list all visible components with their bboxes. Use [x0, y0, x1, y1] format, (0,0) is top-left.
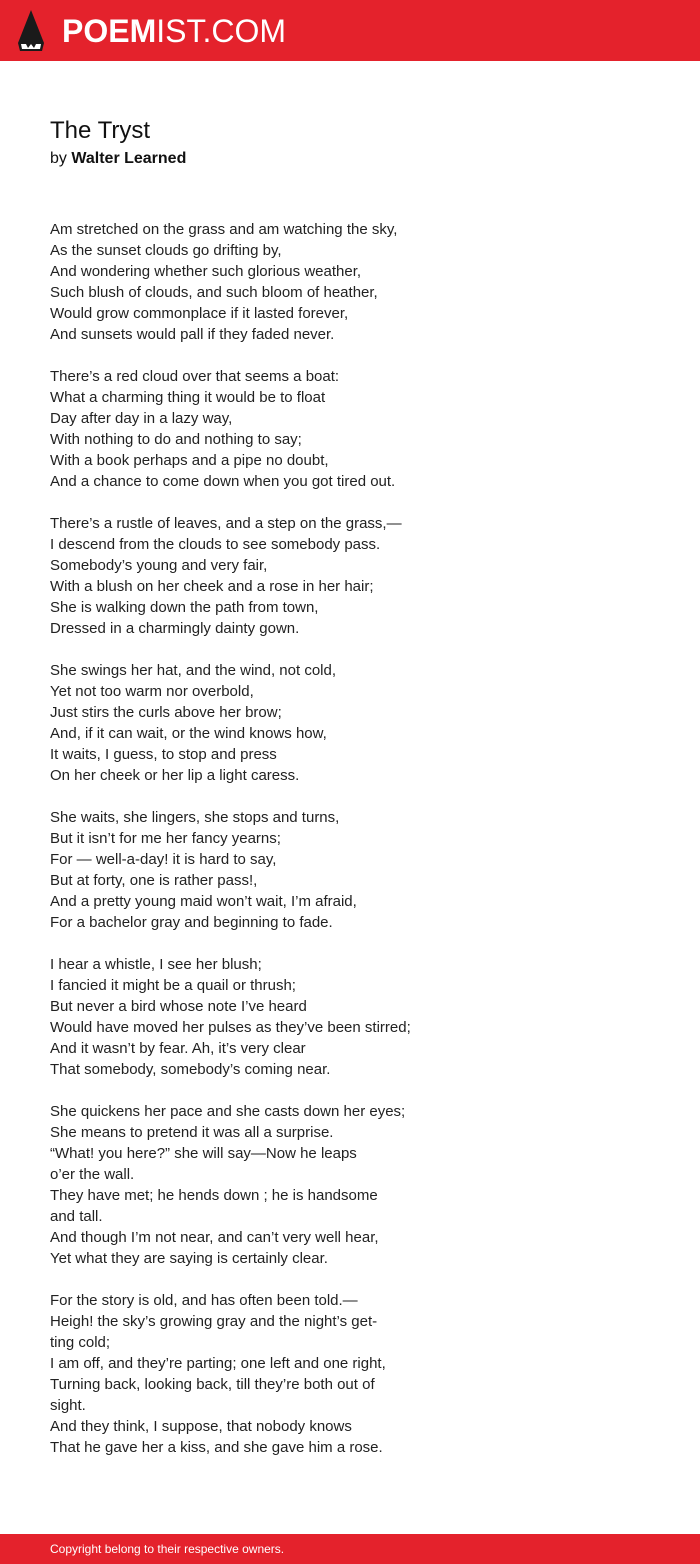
poem-line: And, if it can wait, or the wind knows how, — [50, 725, 327, 742]
poem-line: And though I’m not near, and can’t very well hear, — [50, 1229, 379, 1246]
site-logo-text[interactable] — [62, 12, 286, 50]
poem-line: ting cold; — [50, 1334, 111, 1351]
poem-line: That somebody, somebody’s coming near. — [50, 1061, 331, 1078]
stanza — [50, 954, 650, 1080]
byline — [50, 149, 186, 169]
stanza — [50, 366, 650, 492]
stanza — [50, 1290, 650, 1458]
poem-line: Such blush of clouds, and such bloom of heather, — [50, 284, 378, 301]
poem-line: Dressed in a charmingly dainty gown. — [50, 620, 300, 637]
poem-line: I hear a whistle, I see her blush; — [50, 956, 262, 973]
poem-line: They have met; he hends down ; he is handsome — [50, 1187, 378, 1204]
poem-line: I am off, and they’re parting; one left and one right, — [50, 1355, 386, 1372]
poem-line: And sunsets would pall if they faded never. — [50, 326, 335, 343]
poem-line: sight. — [50, 1397, 86, 1414]
poem-line: Day after day in a lazy way, — [50, 410, 233, 427]
poem-body — [50, 219, 650, 1479]
poem-line: Just stirs the curls above her brow; — [50, 704, 282, 721]
poem-line: And wondering whether such glorious weather, — [50, 263, 362, 280]
poem-line: There’s a rustle of leaves, and a step on the grass,— — [50, 515, 402, 532]
poem-line: Yet not too warm nor overbold, — [50, 683, 254, 700]
poem-line: With a book perhaps and a pipe no doubt, — [50, 452, 329, 469]
brand-light: IST.COM — [156, 13, 287, 49]
stanza — [50, 513, 650, 639]
poem-line: That he gave her a kiss, and she gave him a rose. — [50, 1439, 383, 1456]
poem-line: It waits, I guess, to stop and press — [50, 746, 277, 763]
poem-line: Would grow commonplace if it lasted forever, — [50, 305, 349, 322]
poem-line: o’er the wall. — [50, 1166, 135, 1183]
poem-line: She quickens her pace and she casts down her eyes; — [50, 1103, 406, 1120]
poem-line: On her cheek or her lip a light caress. — [50, 767, 300, 784]
poem-line: And they think, I suppose, that nobody knows — [50, 1418, 352, 1435]
site-footer — [0, 1534, 700, 1564]
poem-line: Yet what they are saying is certainly clear. — [50, 1250, 328, 1267]
poem-line: For the story is old, and has often been told.— — [50, 1292, 358, 1309]
stanza — [50, 219, 650, 345]
poem-line: As the sunset clouds go drifting by, — [50, 242, 282, 259]
poem-line: With a blush on her cheek and a rose in her hair; — [50, 578, 374, 595]
copyright-text: Copyright belong to their respective owners. — [50, 1542, 285, 1556]
poem-line: She is walking down the path from town, — [50, 599, 319, 616]
poem-line: But it isn’t for me her fancy yearns; — [50, 830, 281, 847]
poem-line: For a bachelor gray and beginning to fade. — [50, 914, 333, 931]
stanza — [50, 660, 650, 786]
poem-line: Somebody’s young and very fair, — [50, 557, 268, 574]
stanza — [50, 807, 650, 933]
poem-line: And a pretty young maid won’t wait, I’m afraid, — [50, 893, 357, 910]
poem-line: For — well-a-day! it is hard to say, — [50, 851, 277, 868]
pencil-icon[interactable] — [18, 10, 44, 51]
poem-line: I fancied it might be a quail or thrush; — [50, 977, 296, 994]
stanza — [50, 1101, 650, 1269]
poem-line: I descend from the clouds to see somebody pass. — [50, 536, 381, 553]
brand-bold: POEM — [62, 13, 157, 49]
author-name: Walter Learned — [71, 150, 187, 167]
poem-line: “What! you here?” she will say—Now he leaps — [50, 1145, 357, 1162]
poem-line: And a chance to come down when you got tired out. — [50, 473, 396, 490]
site-header — [0, 0, 700, 61]
poem-line: There’s a red cloud over that seems a boat: — [50, 368, 340, 385]
poem-line: And it wasn’t by fear. Ah, it’s very clear — [50, 1040, 306, 1057]
poem-line: She waits, she lingers, she stops and turns, — [50, 809, 340, 826]
poem-line: But never a bird whose note I’ve heard — [50, 998, 307, 1015]
poem-line: But at forty, one is rather pass!, — [50, 872, 258, 889]
poem-title: The Tryst — [50, 117, 151, 144]
poem-line: She means to pretend it was all a surprise. — [50, 1124, 334, 1141]
poem-line: Turning back, looking back, till they’re both out of — [50, 1376, 375, 1393]
poem-line: and tall. — [50, 1208, 103, 1225]
poem-line: Am stretched on the grass and am watching the sky, — [50, 221, 398, 238]
poem-line: With nothing to do and nothing to say; — [50, 431, 302, 448]
poem-line: Would have moved her pulses as they’ve been stirred; — [50, 1019, 411, 1036]
by-label: by — [50, 150, 67, 167]
poem-line: She swings her hat, and the wind, not cold, — [50, 662, 337, 679]
poem-line: What a charming thing it would be to float — [50, 389, 326, 406]
poem-line: Heigh! the sky’s growing gray and the night’s get- — [50, 1313, 378, 1330]
